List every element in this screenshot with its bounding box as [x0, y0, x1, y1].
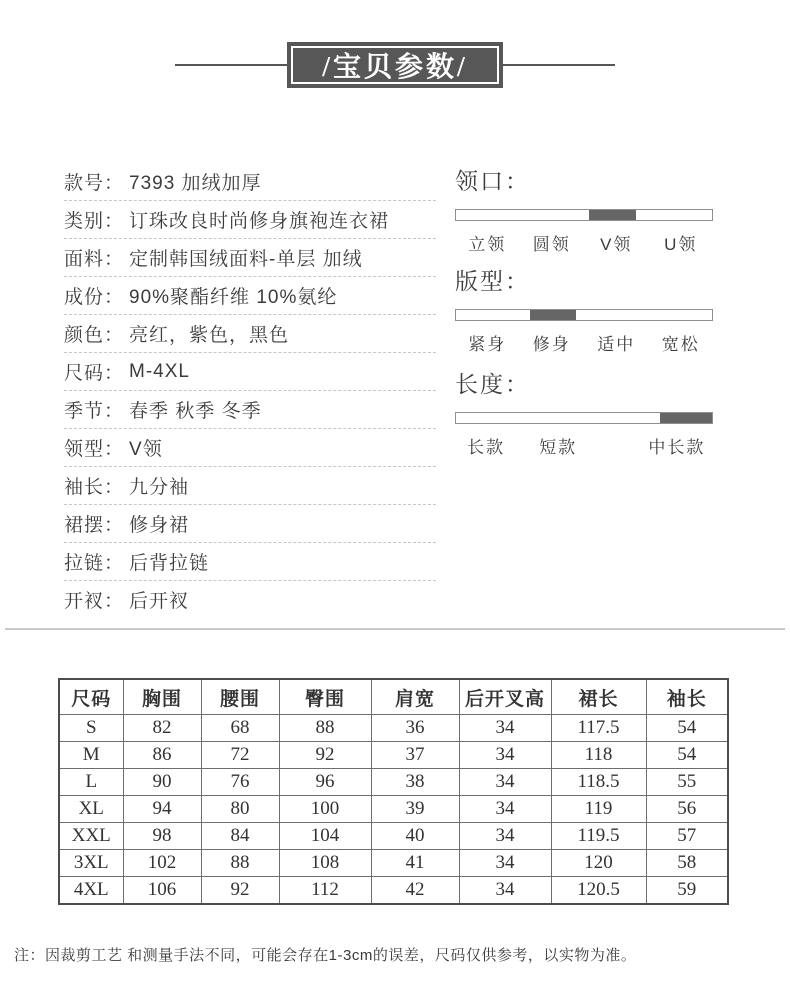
table-cell: 54: [646, 715, 728, 742]
attr-label: 袖长：: [64, 477, 125, 498]
attr-label: 款号：: [64, 173, 125, 194]
length-option-midi: 中长款: [648, 438, 706, 457]
table-cell: 84: [201, 823, 279, 850]
attr-row-style-number: [64, 163, 436, 201]
table-cell: 120.5: [551, 877, 646, 905]
fit-option-tight: 紧身: [468, 335, 507, 354]
table-row: [59, 877, 728, 905]
table-cell: 34: [459, 742, 551, 769]
table-row: [59, 769, 728, 796]
table-cell: 54: [646, 742, 728, 769]
table-cell: 39: [371, 796, 459, 823]
table-cell: 4XL: [59, 877, 123, 905]
table-header-row: [59, 679, 728, 715]
table-cell: 92: [279, 742, 371, 769]
table-cell: 82: [123, 715, 201, 742]
attr-value: 春季 秋季 冬季: [129, 401, 262, 422]
table-cell: 55: [646, 769, 728, 796]
neckline-indicator: [589, 210, 636, 220]
table-header-shoulder: 肩宽: [371, 679, 459, 715]
table-cell: 90: [123, 769, 201, 796]
table-cell: 40: [371, 823, 459, 850]
neckline-option-round-collar: 圆领: [532, 235, 571, 254]
size-table-body: [59, 715, 728, 905]
attr-value: V领: [129, 439, 163, 460]
length-option-long: 长款: [466, 438, 505, 457]
fit-option-slim: 修身: [532, 335, 571, 354]
attr-label: 领型：: [64, 439, 125, 460]
table-cell: 72: [201, 742, 279, 769]
attr-label: 裙摆：: [64, 515, 125, 536]
neckline-bar: [455, 209, 713, 221]
table-cell: 38: [371, 769, 459, 796]
table-cell: 37: [371, 742, 459, 769]
attr-row-size-range: [64, 353, 436, 391]
table-cell: 94: [123, 796, 201, 823]
attr-row-collar: [64, 429, 436, 467]
table-cell: 112: [279, 877, 371, 905]
table-cell: 76: [201, 769, 279, 796]
attr-label: 尺码：: [64, 363, 125, 384]
section-divider: [5, 628, 785, 630]
table-cell: 120: [551, 850, 646, 877]
table-header-sleeve-length: 袖长: [646, 679, 728, 715]
attr-row-color: [64, 315, 436, 353]
table-cell: 42: [371, 877, 459, 905]
table-header-back-slit: 后开叉高: [459, 679, 551, 715]
table-cell: 34: [459, 850, 551, 877]
header-title-box: [287, 42, 503, 88]
page-title: /宝贝参数/: [322, 51, 468, 83]
table-cell: 34: [459, 823, 551, 850]
table-row: [59, 823, 728, 850]
attr-value: 定制韩国绒面料-单层 加绒: [129, 249, 363, 270]
attr-row-category: [64, 201, 436, 239]
attr-value: 7393 加绒加厚: [129, 173, 262, 194]
table-cell: XXL: [59, 823, 123, 850]
length-bar: [455, 412, 713, 424]
table-cell: 92: [201, 877, 279, 905]
header-title-border: [291, 46, 499, 84]
attr-row-slit: [64, 581, 436, 618]
neckline-option-u-collar: U领: [664, 235, 698, 254]
fit-option-loose: 宽松: [661, 335, 700, 354]
attr-row-season: [64, 391, 436, 429]
fit-option-regular: 适中: [597, 335, 636, 354]
attr-label: 开衩：: [64, 591, 125, 612]
table-cell: 104: [279, 823, 371, 850]
neckline-selector: [455, 163, 713, 252]
table-cell: 117.5: [551, 715, 646, 742]
fit-options: [455, 328, 713, 352]
attr-label: 季节：: [64, 401, 125, 422]
attr-value: 90%聚酯纤维 10%氨纶: [129, 287, 338, 308]
table-row: [59, 742, 728, 769]
table-cell: 98: [123, 823, 201, 850]
attr-row-zipper: [64, 543, 436, 581]
fit-selector: [455, 263, 713, 352]
table-cell: L: [59, 769, 123, 796]
table-cell: 119: [551, 796, 646, 823]
attr-row-fabric: [64, 239, 436, 277]
table-cell: 86: [123, 742, 201, 769]
table-cell: 88: [201, 850, 279, 877]
table-row: [59, 850, 728, 877]
table-cell: 106: [123, 877, 201, 905]
header-line-right: [503, 64, 615, 66]
attr-label: 面料：: [64, 249, 125, 270]
length-option-short: 短款: [539, 438, 578, 457]
table-header-bust: 胸围: [123, 679, 201, 715]
length-title: 长度：: [455, 371, 530, 397]
footnote: 注：因裁剪工艺 和测量手法不同，可能会存在1-3cm的误差，尺码仅供参考，以实物为准。: [14, 947, 637, 964]
table-row: [59, 796, 728, 823]
table-cell: 3XL: [59, 850, 123, 877]
table-cell: 59: [646, 877, 728, 905]
attr-label: 颜色：: [64, 325, 125, 346]
header-line-left: [175, 64, 287, 66]
table-cell: 34: [459, 715, 551, 742]
table-cell: 68: [201, 715, 279, 742]
table-cell: 88: [279, 715, 371, 742]
length-selector: [455, 366, 713, 455]
attr-row-sleeve-length: [64, 467, 436, 505]
table-cell: 102: [123, 850, 201, 877]
attr-value: M-4XL: [129, 360, 190, 382]
table-cell: 118.5: [551, 769, 646, 796]
table-cell: 41: [371, 850, 459, 877]
fit-title: 版型：: [455, 268, 530, 294]
table-cell: S: [59, 715, 123, 742]
header: [0, 41, 790, 88]
table-cell: 100: [279, 796, 371, 823]
table-cell: 119.5: [551, 823, 646, 850]
attr-label: 拉链：: [64, 553, 125, 574]
table-header-skirt-length: 裙长: [551, 679, 646, 715]
length-options: [455, 431, 713, 455]
fit-bar: [455, 309, 713, 321]
table-cell: 80: [201, 796, 279, 823]
attr-row-hem: [64, 505, 436, 543]
neckline-title: 领口：: [455, 168, 530, 194]
table-cell: 34: [459, 877, 551, 905]
neckline-option-v-collar: V领: [600, 235, 633, 254]
attr-label: 类别：: [64, 211, 125, 232]
size-table-head: [59, 679, 728, 715]
attr-value: 亮红，紫色，黑色: [129, 325, 290, 346]
attr-label: 成份：: [64, 287, 125, 308]
table-cell: XL: [59, 796, 123, 823]
attr-value: 后背拉链: [129, 553, 210, 574]
attribute-list: [64, 163, 436, 618]
table-row: [59, 715, 728, 742]
attr-value: 修身裙: [129, 515, 190, 536]
table-cell: 96: [279, 769, 371, 796]
attr-value: 后开衩: [129, 591, 190, 612]
table-cell: 36: [371, 715, 459, 742]
table-cell: 57: [646, 823, 728, 850]
length-indicator: [660, 413, 712, 423]
neckline-option-stand-collar: 立领: [468, 235, 507, 254]
table-header-hip: 臀围: [279, 679, 371, 715]
table-cell: M: [59, 742, 123, 769]
neckline-options: [455, 228, 713, 252]
table-header-waist: 腰围: [201, 679, 279, 715]
attr-value: 订珠改良时尚修身旗袍连衣裙: [129, 211, 390, 232]
size-table: [58, 678, 729, 905]
table-cell: 34: [459, 769, 551, 796]
table-cell: 34: [459, 796, 551, 823]
table-cell: 56: [646, 796, 728, 823]
table-cell: 108: [279, 850, 371, 877]
table-cell: 118: [551, 742, 646, 769]
attr-row-composition: [64, 277, 436, 315]
attr-value: 九分袖: [129, 477, 190, 498]
table-header-size: 尺码: [59, 679, 123, 715]
table-cell: 58: [646, 850, 728, 877]
fit-indicator: [530, 310, 576, 320]
